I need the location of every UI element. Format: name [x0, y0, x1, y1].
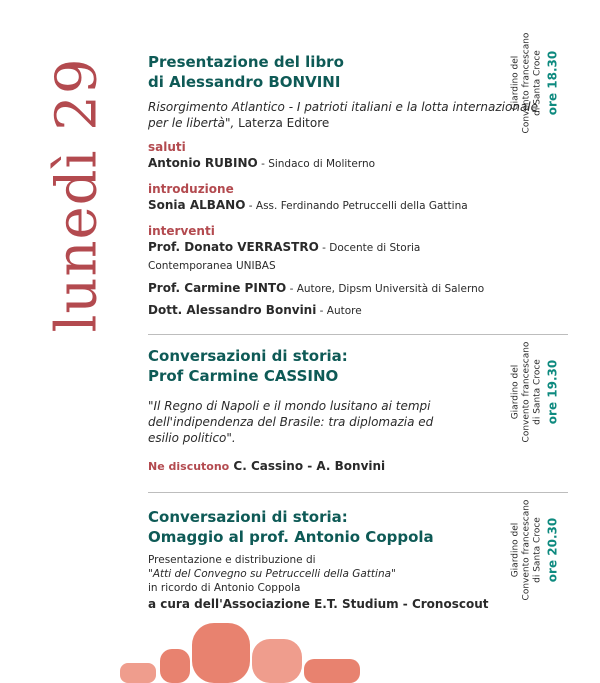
place-line: Giardino del — [510, 522, 521, 578]
event-time: ore 20.30 — [545, 517, 560, 583]
event-title-line1: Conversazioni di storia: — [148, 508, 348, 526]
event-conversation-coppola — [148, 507, 558, 613]
discuss-label: Ne discutono — [148, 460, 230, 473]
decorative-shape — [192, 623, 250, 683]
event-title-line2: Omaggio al prof. Antonio Coppola — [148, 528, 434, 546]
decorative-shape — [252, 639, 302, 683]
event-line: "Atti del Convegno su Petruccelli della Gattina" — [148, 568, 396, 580]
person-row — [148, 197, 558, 215]
place-line: Giardino del — [510, 55, 521, 111]
discussants — [148, 458, 558, 475]
place-line: Giardino del — [510, 364, 521, 420]
person-row — [148, 239, 448, 275]
day-label: lunedì 29 — [44, 57, 110, 333]
person-desc: - Autore, Dipsm Università di Salerno — [286, 283, 485, 295]
person-row — [148, 155, 558, 173]
person-desc: - Docente di Storia Contemporanea UNIBAS — [148, 242, 421, 272]
divider — [148, 334, 568, 335]
event-title-line2: di Alessandro BONVINI — [148, 73, 341, 91]
role-label-interventi: interventi — [148, 224, 215, 238]
place-line: di Santa Croce — [532, 517, 543, 583]
book-title: Risorgimento Atlantico - I patrioti italiani e la lotta internazionale per le libertà", — [148, 100, 539, 130]
event-location-time — [500, 28, 570, 138]
event-conversation-cassino — [148, 346, 558, 475]
publisher: Laterza Editore — [234, 116, 330, 130]
event-title-line1: Conversazioni di storia: — [148, 347, 348, 365]
day-title — [42, 57, 112, 333]
book-info — [148, 99, 558, 131]
talk-quote: "Il Regno di Napoli e il mondo lusitano ai tempi dell'indipendenza del Brasile: tra diplomazia ed esilio politico". — [148, 399, 434, 445]
event-book-presentation — [148, 52, 558, 320]
event-time: ore 18.30 — [545, 50, 560, 116]
person-row — [148, 302, 558, 320]
place-line: di Santa Croce — [532, 50, 543, 116]
person-name: Dott. Alessandro Bonvini — [148, 303, 317, 317]
decorative-shape — [304, 659, 360, 683]
event-title-line1: Presentazione del libro — [148, 53, 344, 71]
place-line: Convento francescano — [521, 341, 532, 443]
event-time: ore 19.30 — [545, 359, 560, 425]
person-name: Sonia ALBANO — [148, 198, 246, 212]
event-line: a cura dell'Associazione E.T. Studium - Cronoscout — [148, 597, 489, 611]
place-line: Convento francescano — [521, 32, 532, 134]
decorative-shapes — [120, 615, 380, 683]
person-name: Prof. Carmine PINTO — [148, 281, 287, 295]
event-title-line2: Prof Carmine CASSINO — [148, 367, 339, 385]
role-label-introduzione: introduzione — [148, 182, 234, 196]
role-label-saluti: saluti — [148, 140, 186, 154]
person-row — [148, 280, 558, 298]
event-line: Presentazione e distribuzione di — [148, 554, 316, 566]
decorative-shape — [120, 663, 156, 683]
discuss-names: C. Cassino - A. Bonvini — [229, 459, 386, 473]
event-line: in ricordo di Antonio Coppola — [148, 582, 301, 594]
place-line: di Santa Croce — [532, 359, 543, 425]
event-location-time — [500, 495, 570, 605]
person-desc: - Autore — [316, 305, 362, 317]
person-desc: - Sindaco di Moliterno — [257, 158, 376, 170]
person-name: Antonio RUBINO — [148, 156, 258, 170]
decorative-shape — [160, 649, 190, 683]
person-desc: - Ass. Ferdinando Petruccelli della Gattina — [245, 200, 468, 212]
person-name: Prof. Donato VERRASTRO — [148, 240, 319, 254]
divider — [148, 492, 568, 493]
event-location-time — [500, 337, 570, 447]
place-line: Convento francescano — [521, 499, 532, 601]
